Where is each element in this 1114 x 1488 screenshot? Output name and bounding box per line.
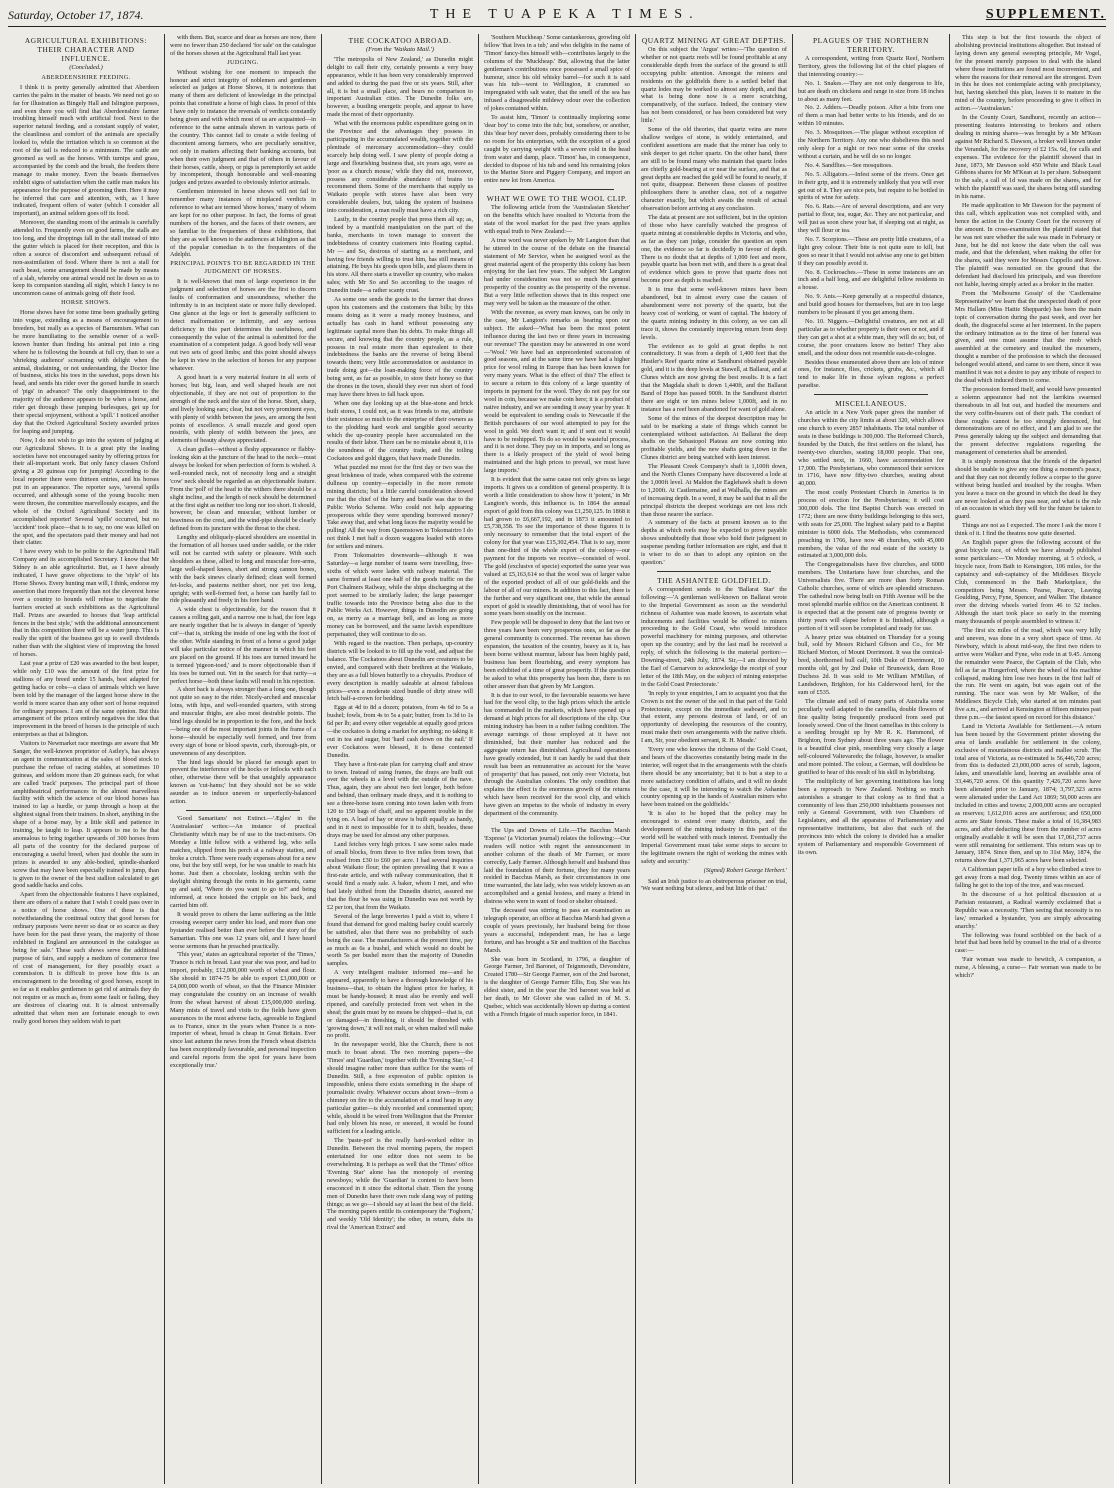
section-subheading: JUDGING. [227, 58, 259, 66]
paragraph: The hind legs should be placed far enough apart to prevent the interference of the hocks or fetlocks with each other, otherwise there will be that unsightly appearance known as 'cut-hams;' but they should not be so wide asunder as to induce uneven or unperfectly-balanced action. [170, 758, 316, 806]
paragraph: No. 8. Cockroaches.—These in some instances are an inch and a half long, and are delightful fellow residents in a house. [798, 268, 944, 292]
paragraph: Without wishing for one moment to impeach the honour and strict integrity of noblemen and gentlemen selected as judges at Horse Shows, it is notorious that many of them are deficient of knowledge in the principal points that constitute a horse of high class. In proof of this I have only to instance the reversals of verdicts constantly being given and with which most of us are acquainted—in reference to the same animals shown in various parts of the country. This cannot fail to create a wide feeling of discontent among farmers, who are peculiarly sensitive, not only in matters affecting their banking accounts, but when their own judgment and that of others in favour of their horses, cattle, sheep, or pigs is peremptorily set aside by incompetent, though honourable and well-meaning judges and prizes awarded to obviously inferior animals. [170, 68, 316, 187]
article-headline: PLAGUES OF THE NORTHERN TERRITORY. [812, 36, 930, 54]
paragraph: It is simply monstrous that the friends of the departed should be unable to give any one thing a moment's peace, and that they can not decently follow a corpse to the grave without being hustled and insulted by the roughs. When you leave a trace on the ground in which the dead lie they are never looked at as they pass near, and what is the rule of an occasion in which they will for the future be taken to guard. [955, 458, 1101, 521]
paragraph: The multiplicity of her governing institutions has long been a reproach to New Zealand. Nothing so much astonishes a stranger to that colony as to find that a community of less than 250,000 inhabitants possesses not only a General Government, with two Chambers of Legislature, and all the apparatus of Parliamentary and representative institutions, but also that each of the provinces into which the colony is divided has a smaller system of Parliamentary and responsible Government of its own. [798, 777, 944, 856]
paragraph: Visitors to Newmarket race meetings are aware that Mr Sanger, the well-known proprietor of Astley's, has always an agent in communication at the sales of blood stock to purchase the refuse of racing stables, at sometimes 10 guineas, and seldom more than 20 guineas each, for what are called 'track' purposes. The principal part of those amphitheatrical performances in the almost marvellous facility with which the science of our blood horses has trained to lap a hurdle, or jump through a hoop at the slightest signal from their trainers. In short, anything in the shape of a horse may, by a little skill and patience in training, be taught to leap. It appears to me to be that anomalous to bring together upwards of 300 horses from all parts of the country for the declared purpose of encouraging a useful breed, when just double the sum in prizes is awarded to any able-bodied, spindle-shanked screw that may have been especially trained to jump, than is given to the owner of the best stallion calculated to get good saddle hacks and cobs. [13, 740, 159, 890]
paragraph: No. 3. Mosquitoes.—The plague without exception of the Northern Territory. Any one who disbelieves this need only sleep for a night or two near some of the creeks without a curtain, and he will do so no longer. [798, 129, 944, 160]
paragraph: In the County Court, Sandhurst, recently an action—presenting features interesting to brokers and others dealing in mining shares—was brought by a Mr M'Kean against Mr Richard S. Dawson, a broker well known under the Verandah, for the recovery of £2 15s. 6d, for calls and expenses. The evidence for the plaintiff showed that in June, 1873, Mr Dawson sold 450 White and Black Lead Gibbons shares for Mr M'Kean at 1s per share. Subsequent to the sale, a call of 1d was made on the shares, and for which the plaintiff was sued, the shares being still standing in his name. [955, 114, 1101, 201]
paragraph: A summary of the facts at present known as to the depths at which reefs may be expected to prove payable shows undoubtedly that those who hold their judgment in suspense pending further information are right, and that it is wiser to do so than to adopt any opinion on the question.' [641, 519, 787, 566]
paragraph: Gentlemen interested in horse shows will not fail to remember many instances of misplaced verdicts in reference to what are termed 'show horses,' many of whom are kept for no other purpose. In fact, the forms of great numbers of the horses, and the faces of their owners, are so familiar to the frequenters of these exhibitions, that they are as well known to the audiences at Islington as that of the popular comedian is to the frequenters of the Adelphi. [170, 188, 316, 259]
issue-date: Saturday, October 17, 1874. [8, 7, 144, 22]
paragraph: A short back is always stronger than a long one, though not quite so easy to the rider. Nicely-arched and muscular loins, with hips, and well-rounded quarters, with strong and muscular thighs, are also most desirable points. The hind legs should be in proportion to the fore, and the hock—being one of the most important joints in the frame of a horse—should be especially well formed, and free from every sign of bone or blood spavin, curb, thorough-pin, or unevenness of any description. [170, 686, 316, 757]
paragraph: A Californian paper tells of a boy who climbed a tree to get away from a mad dog. Twenty times within an ace of falling he got to the top of the tree, and was rescued. [955, 866, 1101, 890]
paragraph: The deceased was stirring to pass an examination as telegraph operator, an office at Bacchus Marsh had given a couple of years previously, her husband being for those years a successful, independent man, he has a large fortune, and has brought a Sir and tradition of the Bacchus Marsh. [484, 907, 630, 954]
paragraph: 'It is also to be hoped that the policy may be encouraged to extend over many districts, and the development of the mining industry in this part of the world will be watched with much interest. Eventually the Imperial Government must take some steps to secure to the legitimate owners the right of working the mines with safety and security.' [641, 810, 787, 865]
paragraph: Apart from the objectionable features I have explained, there are others of a nature that I wish I could pass over in a notice of horse shows. One of these is that notwithstanding the continual outcry that good horses for ordinary purposes 'were never so dear or so scarce as they have been for the past three years, the majority of those exhibited in England are announced in the catalogue as being for sale.' These such shows serve the additional purpose of fairs, and supply a medium of commerce free of cost of management, for they possibly exact a commission. It is difficult to prove how this is an encouragement to the breeding of good horses, except in so far as it enables gentlemen to get rid of animals they do not require or as much as, from some fault or failing, they are desirous of clearing out. It is almost universally admitted that when men are fortunate enough to own really good horses they seldom wish to part [13, 891, 159, 1025]
article-headline: MISCELLANEOUS. [835, 399, 907, 409]
column-rule [657, 571, 771, 572]
paragraph: Horse shows have for some time been gradually getting into vogue, extending as a means of encouragement to breeders, but really as a species of Barnumism. What can be more humiliating to the sensible owner of a well-known hunter than finding his animal put into a ring where he is following the hounds at full cry, than to see a 'shrieking audience' screaming with delight when the animal, disdaining, or not understanding, the Doctor line of business, sticks his toes in the sawdust, pops down his head, and sends his rider over the gorsed hurdle in search of 'pigs' in advance? The only disappointment to the majority of the audience appears to be when a horse, and rider get through these jumping burlesques, get up for their special enjoyment, without a 'spill.' I noticed another day that the Oxford Agricultural Society awarded prizes for leaping and jumping. [13, 309, 159, 435]
paragraph: It is evident that the same cause not only gives us large imports. It gives us a condition of general prosperity. It is worth a little consideration to show how it 'potent,' in Mr Langton's words, this influence is. In 1864 the annual export of gold from this colony was £1,250,125. In 1868 it had grown to £6,667,192, and in 1873 it amounted to £5,738,358. To see the importance of these figures it is only necessary to remember that the total export of the colony for that year was £15,302,454. That is to say, more than one-third of the whole export of the colony—our payment for the imports we receive—consisted of wool. The gold (exclusive of specie) exported the same year was valued at £5,163,614 so that the wool was of larger value of the exported product of all of our gold-fields and the labour of all of our miners. In addition to this fact, there is the further and very significant one, that while the annual export of gold is steadily diminishing, that of wool has for some years been steadily on the increase. [484, 476, 630, 618]
paragraph: with them. But, scarce and dear as horses are now, there were no fewer than 250 declared 'for sale' on the catalogue of the horses shown at the Agricultural Hall last year. [170, 34, 316, 57]
paragraph: 'In reply to your enquiries, I am to acquaint you that the Crown is not the owner of the soil in that part of the Gold Protectorate, except on the immediate seaboard, and to that extent, any persons desirous of land, or of an opportunity of developing the resources of the country, must make their own arrangements with the native chiefs. I am, Sir, your obedient servant, R. H. Meade.' [641, 689, 787, 745]
column-3 [322, 34, 479, 1484]
paragraph: Some of the mines of the deepest description may be said to be marking a state of things which cannot be contemplated without satisfaction. At Ballarat the deep shafts on the Sebastopol Plateau are now coming into profitable yields, and the new shafts going down in the Clunes district are being watched with keen interest. [641, 414, 787, 462]
paragraph: Some of the old theories, that quartz veins are mere shallow wedges of stone, is widely entertained, and confident assertions are made that the miner has only to sink deeper to get richer quartz. On the other hand, there are still to be found many who maintain that quartz lodes are chiefly gold-bearing at or near the surface, and that as great depths are reached the gold will be found to nearly, if not quite, disappear. Between these classes of positive philosophers there is another class, not of a negative character exactly, but which awaits the result of actual observation before arriving at any conclusion. [641, 126, 787, 213]
paragraph: An article in a New York paper gives the number of churches within the city limits at about 320, which allows one church to every 2857 inhabitants. The total number of seats in these buildings is 300,000. The Reformed Church, founded by the Dutch, the first settlers on the island, has twenty-two churches, seating 18,000 people. That one, who settled next, in 1660, have accommodation for 17,000. The Presbyterians, who commenced their services in 1716, have now fifty-two churches, seating about 40,000. [798, 409, 944, 488]
paragraph: The Pleasant Creek Company's shaft is 1,100ft down, and the North Clunes Company have discovered a lode at the 1,000ft level. At Maldon the Eaglehawk shaft is down to 1,200ft. At Castlemaine, and at Walhalla, the mines are of increasing depth. In a word, it may be said that in all the principal districts the deepest workings are not less rich than those nearer the surface. [641, 463, 787, 518]
paragraph: The climate and soil of many parts of Australia some peculiarly well adapted to the camellia, double flowers of fine quality being frequently produced from seed put loosely sowed. One of the finest camellias in this colony is a seedling brought up by Mr R. K. Hammond, of Brighton, from Sydney about three years ago. The flower is a beautiful clear pink, resembling very closely a large self-coloured Valtevaredo; the foliage, however, is smaller and more pointed. The colour, a German, will doubtless be gratified to hear of this result of his skill in hybridising. [798, 697, 944, 776]
paragraph: Several of the large breweries I paid a visit to, where I found that demand for good malting barley could scarcely be satisfied, also that there was no probability of such being the case. The manufacturers at the present time, pay as much as 6s a bushel, and which would no doubt be worth 5s per bushel more than the majority of Dunedin samples. [327, 912, 473, 968]
paragraph: It is well-known that men of large experience in the judgment and selection of horses are the first to discern faults of conformation and unsoundness, whether the infirmity is in an incipient state or more fully developed. One glance at the legs or feet is generally sufficient to detect malformation or infirmity, and any serious deficiency in this part determines the usefulness, and consequently the value of the animal is submitted for the examination of a competent judge. A good body will wear out two sets of good limbs; and this point should always be kept in view in the selection of horses for any purpose whatever. [170, 278, 316, 373]
column-rule [500, 189, 614, 190]
paragraph: The procession formed itself, and would have presented a solemn appearance had not the larrikins swarmed thereabouts in all but out, and hustled the mourners and the very coffin-bearers out of their path. The conduct of these roughs cannot be too strongly denounced, but demonstrations are of no effect, and I am glad to see the Press generally taking up the subject and demanding that the present defective regulations regarding the management of cemeteries shall be amended. [955, 385, 1101, 457]
paragraph: It would prove to others the lame suffering as the little crossing sweeper carry under his load, and more than one bystander realised better than ever before the story of the Samaritan. This one was 12 years old, and I have heard worse sermons than he preached practically. [170, 910, 316, 950]
paragraph: To assist him, 'Timon' is continually imploring some 'dear boy' to come into the tub; but, somehow, or another, this 'dear boy' never does, probably considering there to be no room for his enterprises, with the exception of a good caught by carrying weight with a severe cold in the head from water and damp, place. 'Timon' has, in consequence, decided to dispose of his tub and send his remaining jokes to the Marine Store and Piggery Company, and import an entire new lot from America. [484, 114, 630, 185]
paragraph: It is true that some well-known mines have been abandoned, but in almost every case the causes of abandonment were not poverty of the quartz, but the heavy cost of working, or want of capital. The history of the quartz mining industry in this colony, as we can all trace it, shows the constantly improving return from deep levels. [641, 286, 787, 341]
paragraph: An English paper gives the following account of the great bicycle race, of which we have already published some particulars:—'On Monday morning, at 5 o'clock, a bicycle race, from Bath to Kensington, 106 miles, for the captaincy and sub-captaincy of the Middlesex Bicycle Club, commenced in the Bath Marketplace, the competitors being Messrs. Pearse, Pearce, Leaving Goulding, Percy, Fyne, Spencer, and Walker. The distance over the driving wheels varied from 46 to 52 inches. Although the start took place so early in the morning many thousands of people assembled to witness it.' [955, 539, 1101, 626]
paper-title: THE TUAPEKA TIMES. [429, 7, 700, 22]
column-1 [8, 34, 165, 1484]
paragraph: No. 7. Scorpions.—These are pretty little creatures, of a light grey colour. Their bite is not quite sure to kill, but goes so near it that I would not advise any one to get bitten if they can possibly avoid it. [798, 235, 944, 267]
article-headline: THE ASHANTEE GOLDFIELD. [657, 575, 771, 585]
paragraph: As some one sends the goods to the farmer that draws upon his customers and the customers that bills; by this means doing as it were a ready money business, and actually has cash in hand without possessing any legitimate capital more than his debts. To make things all secure, and knowing that the country people, as a rule, possess in real estate more than equivalent to their indebtedness the banks are the reverse of being liberal towards them; very little accommodation or assistance in trade doing got—the loan-making force of the country being sent, as far as possible, to store their honey so that the drones in the town, should they ever run short of food may have there hives to fall back upon. [327, 296, 473, 398]
paragraph: The data at present are not sufficient, but in the opinion of those who have carefully watched the progress of quartz mining at considerable depths in Victoria, and who, as far as they can judge, consider the question an open one, the evidence so far is decidedly in favour of depth. There is no doubt that at depths of 1,000 feet and more, payable quartz has been met with, and there is a great deal of evidence which goes to prove that quartz does not become poor as depth is reached. [641, 214, 787, 285]
article-headline: AGRICULTURAL EXHIBITIONS: THEIR CHARACTER AND INFLUENCE. [24, 36, 148, 63]
article-source: (From the 'Waikato Mail.') [366, 46, 434, 53]
paragraph: No. 2. Adders.—Deadly poison. After a bite from one of them a man had better write to his friends, and do so within 10 minutes. [798, 104, 944, 128]
column-rule [186, 810, 300, 811]
paragraph: A true word was never spoken by Mr Langton than that he uttered in the course of the debate on the financial statement of Mr Service, when he assigned wool as the great material agent of the prosperity this colony has been enjoying for the last few years. The subject Mr Langton had under consideration was not so much the general prosperity of the country as the prosperity of the revenue. But a very little reflection shows that in this respect one may very well be taken as the measure of the other. [484, 236, 630, 308]
paragraph: 'Fair woman was made to bewitch, A companion, a nurse, A blessing, a curse— Fair woman was made to be which?' [955, 956, 1101, 980]
paragraph: In the discourse of a hot political discussion at a Parisian restaurant, a Radical warmly exclaimed that a Republic was a necessity. 'Then seeing that necessity is no law,' remarked a bystander, 'you are simply advocating anarchy.' [955, 890, 1101, 930]
paragraph: The most costly Protestant Church in America is in process of erection for the Presbyterians; it will cost 300,000 dols. The first Baptist Church was erected in 1772; there are now thirty buildings belonging to this sect, with seats for 25,000. The highest salary paid to a Baptist minister is 6000 dols. The Methodists, who commenced preaching in 1766, have now 48 churches, with 45,000 members, the value of the real estate of the society is estimated at 3,000,000 dols. [798, 489, 944, 560]
paragraph: Things are not as I expected. The more I ask the more I think of it. I find the theatres now quite deserted. [955, 522, 1101, 538]
paragraph: Now, I do not wish to go into the system of judging at our Agricultural Shows. It is a great pity the leading societies have not encouraged sanity by offering prizes for their all-important work. But only fancy classes Oxford giving a 20 guineas cup for jumping! According to the local reporter there were thirteen entries, and his horses put in an appearance. The reporter says, 'several spills occurred, and although some of the young bucolic men were thrown, the committee marvellously escapes, and the whole of the Oxford Agricultural Society and its accomplished reporter! Several 'spills' occurred, but no 'accident' took place—that is to say, no one was killed on the spot, and the spectators paid their money and had not their clatter. [13, 436, 159, 547]
paragraph: It is due to our wool, to the favourable seasons we have had for the wool clip, to the high prices which the article has commanded in the markets, which have opened up a demand at high prices for all descriptions of the clip. Our mining industry has been in a rather failing condition. The average earnings of those employed at it have not diminished, but their number has reduced and the aggregate return has diminished. Agricultural operations have greatly extended, but it can hardly be said that their result has been an remunerative as account for the 'wave of prosperity' that has passed, not only over Victoria, but through the Australian colonies. The only condition that explains the effect is the enormous growth of the returns which have been received for the wool clip, and which have given an impetus to the whole of industry in every department of the community. [484, 691, 630, 818]
paragraph: 'The first six miles of the road, which was very hilly and uneven, was done in a very short space of time. At Newbury, which is about mid-way, the first two riders to arrive were Walker and Fyne, who rode in at 9.45. Among the remainder were Pearce, the Captain of the Club, who fell as far as Hungerford, where the wheel of his machine collapsed, making him lose two hours in the first half of the run. He went on again, but was again out of the running. The race was won by Mr Walker, of the Middlesex Bicycle Club, who started at ten minutes past five a.m., and arrived at Kensington at fifteen minutes past three p.m.—the fastest speed on record for this distance.' [955, 627, 1101, 722]
paragraph: I think it is pretty generally admitted that Aberdeen carries the palm in the matter of beasts. We need not go so far for illustration as Bingely Hall and Islington purposes, and even there you will find that Aberdeenshire farmer troubling himself much with artificial food. Next to the superior natural feeding, and a constant supply of water, the cleanliness and comfort of the animals are specially looked to, while the irritation which is so common at the root of the tail is reduced to a minimum. The cattle are groomed as well as the horses. With turnips and grass, accompanied by the comb and the brush, the feeders there manage to make money. Even the beasts themselves exhibit signs of satisfaction when the cattle man makes his appearance for the purpose of grooming them. Here it may be inferred that care and attention, with, as I have indicated, frequent offers of water (which I consider all important), an animal seldom goes off its food. [13, 83, 159, 218]
paragraph: Said an Irish justice to an obstreperous prisoner on trial, 'We want nothing but silence, and but little of that.' [641, 877, 787, 893]
paragraph: Eggs at 4d to 8d a dozen; potatoes, from 4s 6d to 5s a bushel; fowls, from 4s to 5s a pair; butter, from 1s 3d to 1s 6d per lb; and every other vegetable at equally good prices—the cockatoo is doing a market for anything; no taking it out in tea and sugar, but 'hard cash down on the nail.' If ever Cockatoos were blessed, it is these contented Dunedin. [327, 704, 473, 759]
section-subheading: ABERDEENSHIRE FEEDING. [41, 73, 131, 81]
paragraph: In the newspaper world, like the Church, there is not much to boast about. The two morning papers—the 'Times' and 'Guardian,' together with the 'Evening Star,'—I should imagine rather more than suffice for the wants of Dunedin. Still, a free expression of public opinion is impossible, unless there exists something in the shape of journalistic rivalry. Whatever occurs about town—from a chimney on fire to the accumulation of a mud heap in any particular gutter—is duly recorded and commented upon; while, should it be wired from Wellington that the Premier had only blown his nose, or sneezed, it would be found sufficient for a leading article. [327, 1041, 473, 1136]
paragraph: From Tokomairiro downwards—although it was Saturday—a large number of teams were travelling, five-sixths of which were laden with railway material. The same formed at least one-half of the goods traffic on the Port Chalmers Railway, while the ships discharging at the port seemed to be similarly laden; the large passenger traffic towards into the Province being also due to the Public Works Act. However, things in Dunedin are going on, as merry as a marriage bell, and as long as more money can be borrowed, and the same lavish expenditure perpetuated, they will continue to do so. [327, 552, 473, 639]
paragraph: A good heart is a very material feature in all sorts of horses; but big, lean, and well shaped heads are not objectionable, if they are not out of proportion to the strength of the neck and the size of the horse. Short, sharp, and lively looking ears; clear, but not very prominent eyes, with plenty of width between the jaws, are among the best points of excellence. A small muzzle and good open nostrils, with plenty of width between the jaws, are elements of beauty always appreciated. [170, 374, 316, 445]
paragraph: 'Southern Muckheap.' Some cantankerous, growling old fellow 'that lives in a tub,' and who delights in the name of 'Timon' fancy-fies himself with—contributes largely to the columns of the 'Muckheap.' But, allowing that the latter gentleman's contributions once possessed a small spice of humour, since his old whisky barrel—for such it is said was his tub—went to Wellington, it crammed so impregnated with salt water, that the smell of the sea has infused a disagreeable mildewy odour over the collection of jokes contained within. [484, 34, 630, 113]
column-7 [950, 34, 1106, 1484]
paragraph: She was born in Scotland, in 1796, a daughter of George Farmer, 3rd Baronet, of Teignmouth, Devonshire, Created 1780—Sir George Farmer, son of the 2nd baronet, is the daughter of George Farmer Ellis, Esq. She was his eldest sister, and in the year the 3rd baronet was held at her death, to Mr Glover she was called in of M. S. Quebec, which was accidentally blown up during a contest with a French frigate of much superior force, in 1841. [484, 955, 630, 1018]
paragraph: Besides those enumerated above there are lots of minor ones, for instance, flies, crickets, grubs, &c., which all tend to make life in those sylvan regions a perfect paradise. [798, 358, 944, 390]
paragraph: The 'paste-pot' is the really hard-worked editor in Dunedin. Between the rival morning papers, the respect entertained for one editor does not seem to be overwhelming. It is perhaps as well that the 'Times' office 'Evening Star' alone has the monopoly of evening newsboys; while the 'Guardian' is content to have been ensconced in it since the editorial chair. Then the young men of Dunedin have their own rude slang way of putting things; as we go—I should say at least the best of the field. The morning papers entitle its contemporary the 'Foghorn,' and weekly 'Old Identity'; the other, in return, dubs its rival the 'American Extract' and [327, 1137, 473, 1232]
paragraph: No. 9. Ants.—Keep generally at a respectful distance, and build good houses for themselves, but are in too large numbers to be pleasant if you get among them. [798, 293, 944, 317]
paragraph: No. 5. Alligators.—Infest some of the rivers. Once get in their grip, and it is extremely unlikely that you will ever get out of it. They are nice pets, but require to be bottled in spirits of wine for safety. [798, 170, 944, 202]
paragraph: With the revenue, as every man knows, can be only in the case, Mr Langton's remarks as bearing upon our subject. He asked—'What has been the most potent influence during the last two or three years in increasing our revenue? The question may be answered in one word—'Wool.' We have had an unprecedented succession of good seasons, and at the same time we have had a higher price for wool ruling in Europe than has been known for very many years. What is the effect of this? The effect is to secure a return to this colony of a large quantity of imports in payment for the wool. They do not pay for our wool in coin, because we make coin here; it is a product of native industry, and we are sending it away year by year. It would be equivalent to sending coals to Newcastle if the British purchasers of our wool attempted to pay for the wool in gold. We don't want it; and if sent out it would have to be reshipped. To do so would be wasteful process, and it is not done. They pay us in imports, and so long as there is a likely prospect of the yield of wool being maintained and the high prices to prevail, we must have large imports.' [484, 309, 630, 475]
column-5 [636, 34, 793, 1484]
paragraph: The following article from the 'Australasian Sketcher' on the benefits which have resulted to Victoria from the state of the wool market for the past five years applies with equal truth to New Zealand:— [484, 204, 630, 235]
paragraph: Last year a prize of £20 was awarded to the best leaper, while only £10 was the amount of the first prize for stallions of any breed under 15 hands, best adapted for getting hacks or cobs—a class of animals which we have been told by the manager of the largest horse show in the world is more scarce than any other sort of horse required for ordinary purposes. I am of the same opinion. But this arrangement of the prizes entirely negatives the idea that improvement in the breed of horses is the principle of such enterprises as that at Islington. [13, 660, 159, 739]
paragraph: With regard to the reaction. Then perhaps, up-country districts will be looked to to fill up the void, and adjust the balance. The Cockatoos about Dunedin are creatures to be envied, and compared with their brethren at the Waikato, they are as a full blown butterfly to a chrysalis. Produce of every description is readily saleable at almost fabulous prices—even a moderate sized bundle of dirty straw will fetch half-a-crown for bedding. [327, 640, 473, 703]
article-source: (Concluded.) [69, 64, 103, 71]
paragraph: A very intelligent maltster informed me—and he appeared, apparently to have a thorough knowledge of his business—that, to obtain the highest price for barley, it must be handy-housed; it must also be evenly and well ripened, and carefully protected from wet when in the sheaf; the grain must by no means be chipped—that is, cut or damaged—in threshing, it should be threshed with 'growing down,' it will not malt, or when malted will make no profit. [327, 969, 473, 1040]
paragraph: No. 4. Sandflies.—See mosquitoes. [805, 161, 893, 169]
masthead [8, 4, 1106, 27]
column-6 [793, 34, 950, 1484]
article-columns [8, 34, 1106, 1484]
paragraph: What with the enormous public expenditure going on in the Province and the advantages they possess in participating in the accumulated wealth, together with the plenitude of mercenary accommodation—they could scarcely help doing well. I saw plenty of people doing a large and flourishing business that, six years ago, were as 'poor as a church mouse,' while they did not, moreover, possess any considerable abundance of brains to recommend them. Some of the merchants that supply us Waikato people with stores have also been very considerable dealers, but, taking the system of business into consideration, a man really must have a rich city. [327, 120, 473, 215]
paragraph: No. 1. Snakes.—They are not only dangerous to life, but are death on chickens and range in size from 18 inches to about as many feet. [798, 79, 944, 103]
article-headline: THE COCKATOO ABROAD. [348, 36, 452, 45]
paragraph: 'Good Samaritans' not Extinct.—'Ægles' in the 'Australasian' writes:—An instance of practical Christianity which may be of use to the tract-mixers. On Monday a little fellow with a withered leg, who sells matches, slipped from his perch at a railway station, and broke a crutch. Three were ready expenses about for a new one, but the boy still wept, for he was unable to reach his home. Just then a chocolate, looking urchin with the daylight shining through the rents in his garments, came up and said, 'Where do you want to go to?' and being informed, at once hoisted the cripple on his back, and carried him off. [170, 815, 316, 909]
paragraph: Moreover, the standing room of the animals is carefully attended to. Frequently even on good farms, the stalls are too long, and the droppings fall in the stall instead of into the gutter which is placed for their reception, and this is often a source of discomfort and subsequent refusal of non-assimilation of food. Where there is not a stall for each beast, some arrangement should be made by means of a slab, whereby one animal would not lie down so as to keep its companion standing all night, which I fancy is no uncommon cause of animals going off their food. [13, 219, 159, 298]
paragraph: Land in Victoria Available for Settlement.—A return has been issued by the Government printer showing the area of lands available for settlement in the colony, exclusive of mountainous districts and mallee scrub. The total area of Victoria, as re-estimated is 56,446,720 acres; from this is deducted 23,000,000 acres of scrub, lagoon, lakes, and unavailable land, leaving an available area of 33,446,720 acres. Of this quantity 7,426,720 acres have been alienated prior to January, 1874; 3,797,323 acres were alienated under the Land Act 1869; 50,000 acres are included in cities and towns; 2,000,000 acres are occupied as reserves; 1,612,016 acres are auriferous; and 650,000 acres are State forests. These make a total of 16,384,983 acres, and after deducting these from the number of acres originally available it will be seen that 17,061,737 acres were still remaining for settlement. This return was up to January, 1874. Since then, and up to 31st May, 1874, the returns show that 1,371,965 acres have been selected. [955, 722, 1101, 865]
paragraph: Land fetches very high prices. I saw some sales made of small blocks, from three to five miles from town, that realised from £30 to £60 per acre. I had several inquiries about Waikato flour; the opinion prevailing that it was a first-rate article, and with railway communication, that it would find a ready sale. A baker, whom I met, and who had lately shifted from the Dunedin district, assured me that the flour he was using in Dunedin was not worth by £2 per ton, that from the Waikato. [327, 840, 473, 911]
section-title: SUPPLEMENT. [985, 7, 1106, 22]
paragraph: The Ups and Downs of Life.—The Bacchus Marsh 'Express' (a Victorian journal) relates the following:—Our readers will notice with regret the announcement in another column of the death of Mr Farmer, or more correctly, Lady Farmer. Although herself and husband thus laid the foundation of their fortune, they for many years resided in Bacchus Marsh, as their circumstances in one time warranted, the late lady, who was widely known as an accomplished and a genial hostess, and many a friend in distress who were in want of food or shelter obtained. [484, 827, 630, 906]
paragraph: When one day looking up at the blue-stone and brick built stores, I could not, as it was friends to me, attribute their existence so much to the enterprise of their owners as to the plodding hard work and tangible good security which the up-country people have accumulated on the results of their labor. There can be no mistake about it, it is the soundness of the country trade, and the toiling Cockatoos and gold diggers, that have made Dunedin. [327, 399, 473, 463]
paragraph: The following was found scribbled on the back of a brief that had been held by counsel in the trial of a divorce case:— [955, 931, 1101, 955]
paragraph: No. 10. Niggers.—Delightful creatures, are not at all particular as to whether property is their own or not, and if they can get a shot at a white man, they will do so; but, of course, the poor creatures know no better! They also smell, and the odour does not resemble eau-de-cologne. [798, 318, 944, 357]
paragraph: Lastly, in the country people that press them all up; as, indeed by a manifold manipulation on the part of the banks, merchants in town manage to convert the indebtedness of country customers into floating capital. Mr — and So, desirous of starting as a merchant, and having few friends willing to trust him, has still means of attaining. He buys his goods upon bills, and places them in his store. All there starts a traveller up country, who makes sales; with Mr So and So according to the usages of Dunedin trade—a rather scanty crust. [327, 216, 473, 295]
paragraph: No. 6. Rats.—Are of several descriptions, and are very partial to flour, tea, sugar, &c. They are not particular, and will just as soon chew your hat, if sleeping out at night, as they will flour or tea. [798, 203, 944, 235]
paragraph: The Congregationalists have five churches, and 6000 members. The Unitarians have four churches, and the Universalists five. There are more than forty Roman Catholic churches, some of which are splendid structures. The cathedral now being built on Fifth Avenue will be the most splendid marble edifice on the American continent. It is expected that at the present rate of progress twenty or thirty years will elapse before it is finished, although a portion of it will soon be completed and ready for use. [798, 561, 944, 632]
paragraph: Lengthy and obliquely-placed shoulders are essential in the formation of all horses used under saddle, or the rider will not be carried with safety or pleasure. With such shoulders as these, allied to long and muscular fore-arms, large well-shaped knees, short and strong cannon bones, with the back sinews clearly defined; clean well formed fet-locks, and pasterns neither short, nor yet too long, upright; with well-formed feet, a horse can hardly fail to ride pleasantly and freely in his fore hand. [170, 534, 316, 605]
paragraph: I have every wish to be polite to the Agricultural Hall Company and its accomplished Secretary. I know that Mr Sidney is an able agriculturist. But, as I have already indicated, I have grave objections to the 'style' of his Horse Shows. Every hunting man will, I think, endorse my assertion that more frequently than not the cleverest horse over a country to hounds will refuse to negotiate the barriers erected at such exhibitions as the Agricultural Hall. Prizes are awarded to horses that 'leap artificial fences in the best style,' with the additional announcement that in this competition there will be a water jump. This is really the spirit of the business got up to swell dividends rather than with the slightest view of improving the breed of horses. [13, 548, 159, 659]
column-rule [814, 394, 928, 395]
signature: (Signed) Robert George Herbert.' [703, 866, 787, 874]
column-2 [165, 34, 322, 1484]
paragraph: He made application to Mr Dawson for the payment of this call, which application was not complied with, and hence the action in the County Court for the recovery of the amount. In cross-examination the plaintiff stated that he was not sure whether the sale was made in February or June, but he did not know the date when the call was made, and that the defendant, when making the offer for the shares, said they were for Messrs Cuppello and Rowe. The plaintiff was nonsuited on the ground that the defendant had disclosed his principals, and was therefore not liable, having simply acted as a broker in the matter. [955, 202, 1101, 289]
section-subheading: PRINCIPAL POINTS TO BE REGARDED IN THE JUDGMENT OF HORSES. [170, 260, 316, 276]
paragraph: 'The metropolis of New Zealand,' as Dunedin might delight to call their city, certainly presents a very busy appearance, while it has been very considerably improved and added to during the past five or six years. Still, after all, it is but a small place, and bears no comparison to important Australian cities. The Dunedin folks are, however, a bustling energetic people, and appear to have made the most of their opportunity. [327, 55, 473, 119]
paragraph: This step is but the first towards the object of abolishing provincial institutions altogether. But instead of laying down any general sweeping principle, Mr Vogel, for the present merely purposes to deal with the island where those institutions are found most inconvenient, and where the reasons for their removal are the strongest. Even in this he does not contemplate acting with precipitancy, but, having sketched this plan, leaves it to mature in the mind of the country, before proceeding to give it effect in action.—'Australasian.' [955, 34, 1101, 113]
paragraph: 'This year,' states an agricultural reporter of the 'Times,' 'France is rich in bread. Last year she was poor, and had to import, probably, £12,000,000 worth of wheat and flour. She should in 1874-75 be able to export £3,000,000 or £4,000,000 worth of wheat, so that the Finance Minister may congratulate the country on an increase of wealth from the wheat harvest of about £15,000,000 sterling. Many mists of travel and visits to the fields have given assurances to the most adverse facts, agreeable to England as to France, since in the years when France is a non-importer of wheat, bread is cheap in Great Britain. Ever since last autumn the news from the French wheat districts has been exceptionally favourable, and personal inspection and careful reports from the spot for years have been exceptionally true.' [170, 951, 316, 1070]
paragraph: On this subject the 'Argus' writes:—'The question of whether or not quartz reefs will be found profitable at any considerable depth from the surface of the ground is still occupying public attention. Amongst the miners and residents on the goldfields there is a settled belief that quartz lodes may be worked to almost any depth, and that what is being done now is a mere scratching, comparatively, of the surface. Indeed, the contrary view has not been considered, or has been considered but very little.' [641, 46, 787, 125]
paragraph: A wide chest is objectionable, for the reason that it causes a rolling gait, and a narrow one is bad, the fore legs are nearly together that he is always in danger of 'speedy cut'—that is, striking the inside of one leg with the foot of the other. While standing in front of a horse a good judge will take particular notice of the manner in which his feet are placed on the ground. If his toes are turned inward he is termed 'pigeon-toed,' and is more objectionable than if his toes be turned out. Yet in the search for that rarity—a perfect horse—both these faults will result in his rejection. [170, 606, 316, 685]
column-4 [479, 34, 636, 1484]
paragraph: The evidence as to gold at great depths is not contradictory. It was from a depth of 1,400 feet that the Hustler's Reef quartz mine at Sandhurst obtained payable gold, and it is the deep levels at Stawell, at Ballarat, and at Clunes which are now giving the best results. It is a fact that the Magdala shaft is down 1,440ft, and the Ballarat Band of Hope has passed 900ft. In the Sandhurst district there are eight or ten mines below 1,000ft, and in no instance has a reef been abandoned for want of gold alone. [641, 342, 787, 413]
column-rule [500, 822, 614, 823]
paragraph: They have a first-rate plan for carrying chaff and straw to town. Instead of using frames, the drays are built out over the wheels in a level with the outside of the nave. Thus, again, they are about two feet longer, both before and behind, than ordinary made drays, and it is nothing to see a three-horse team coming into town laden with from 120 to 150 bags of chaff, and no apparent trouble in the tying on. A load of hay or straw is built equally as handy, and in it next to impossible for it to shift, besides, these drays may be used for almost any other purposes. [327, 760, 473, 839]
paragraph: A correspondent sends to the 'Ballarat Star' the following:—'A gentleman well-known on Ballarat wrote to the Imperial Government as soon as the wonderful richness of Ashantee was made known, to ascertain what inducements and facilities would be offered to miners proceeding to the Gold Coast, who would introduce powerful machinery for mining purposes, and otherwise open up the country; and by the last mail he received a reply, of which the following is the material portion:—Downing-street, 24th July, 1874. Sir,—I am directed by the Earl of Carnarvon to acknowledge the receipt of your letter of the 18th May, on the subject of mining enterprise in the Gold Coast Protectorate.' [641, 585, 787, 688]
paragraph: A clean gullet—without a fleshy appearance or flabby-looking skin at the juncture of the head to the neck—must always be looked for when perfection of form is wished. A well-rounded neck, not of necessity long and a straight 'cow' neck should be regarded as an objectionable feature. From the 'poll' of the head to the withers there should be a slight incline, and the length of neck should be determined at the first sight as neither too long nor too short. It should, however, be clean and muscular, without lumber or heaviness on the crest, and the wind-pipe should be clearly defined from its juncture with the throat to the chest. [170, 446, 316, 533]
paragraph: What puzzled me most for the first day or two was the great briskness of trade, when compared with the extreme dullness up country—especially in the more remote mining districts; but a little careful consideration showed me that the chief of the hurry and bustle was due to the Public Works Scheme. Who could not help appearing prosperous while they were spending borrowed money? Take away that, and what long faces the majority would be pulling! All the way from Queenstown to Tokomairiro I do not think I met half a dozen waggons loaded with stores for settlers and miners. [327, 464, 473, 551]
paragraph: Few people will be disposed to deny that the last two or three years have been very prosperous ones, so far as the general community is concerned. The revenue has shown expansion, the taxation of the country, heavy as it is, has been borne without murmur, labour has been highly paid, business has been flourishing, and every symptom has been exhibited of a time of great prosperity. If the question be asked to what this prosperity has been due, there is no other answer than that given by Mr Langton. [484, 619, 630, 690]
paragraph: From the 'Melbourne Gossip' of the 'Castlemaine Representative' we learn that the unexpected death of poor Mrs Hallam (Miss Hattie Shepparde) has been the main topic of conversation during the past week, and over her death, the disgraceful scene at her interment. In the papers the ordinary intimation as to the time of her funeral was given, and one must assume that the mob which assembled at the cemetery and insulted the mourners, thought a number of the profession to which the deceased belonged would attend, and came to see them, since it was manifest it was not a desire to pay any tribute of respect to the dead which induced them to come. [955, 290, 1101, 384]
paragraph: 'Every one who knows the richness of the Gold Coast, and hears of the discoveries constantly being made in the interior, will regret that in the arrangements with the chiefs there should be any uncertainty; but it is but a step to a more satisfactory condition of affairs, and it will no doubt be the case, it will be interesting to watch the Ashantee country opening up in the hands of Australian miners who have been trained on the goldfields.' [641, 746, 787, 809]
paragraph: A heavy prize was obtained on Thursday for a young bull, sold by Messrs Richard Gibson and Co., for Mr Richard Morton, of Mount Dorrimont. It was the comical-bred, shorthorned bull calf, 10th Duke of Dorrimont, 10 months old, got by 2nd Duke of Brunswick, dam Rose Duchess 2d. It was sold to Mr William M'Millan, of Landsdown, Brighton, for his Calderwood herd, for the sum of £535. [798, 633, 944, 696]
section-subheading: HORSE SHOWS. [61, 299, 111, 307]
paragraph: A correspondent, writing from Quartz Reef, Northern Territory, gives the following list of the chief plagues of that interesting country:— [798, 55, 944, 78]
article-headline: QUARTZ MINING AT GREAT DEPTHS. [641, 36, 787, 45]
article-headline: WHAT WE OWE TO THE WOOL CLIP. [486, 194, 628, 204]
